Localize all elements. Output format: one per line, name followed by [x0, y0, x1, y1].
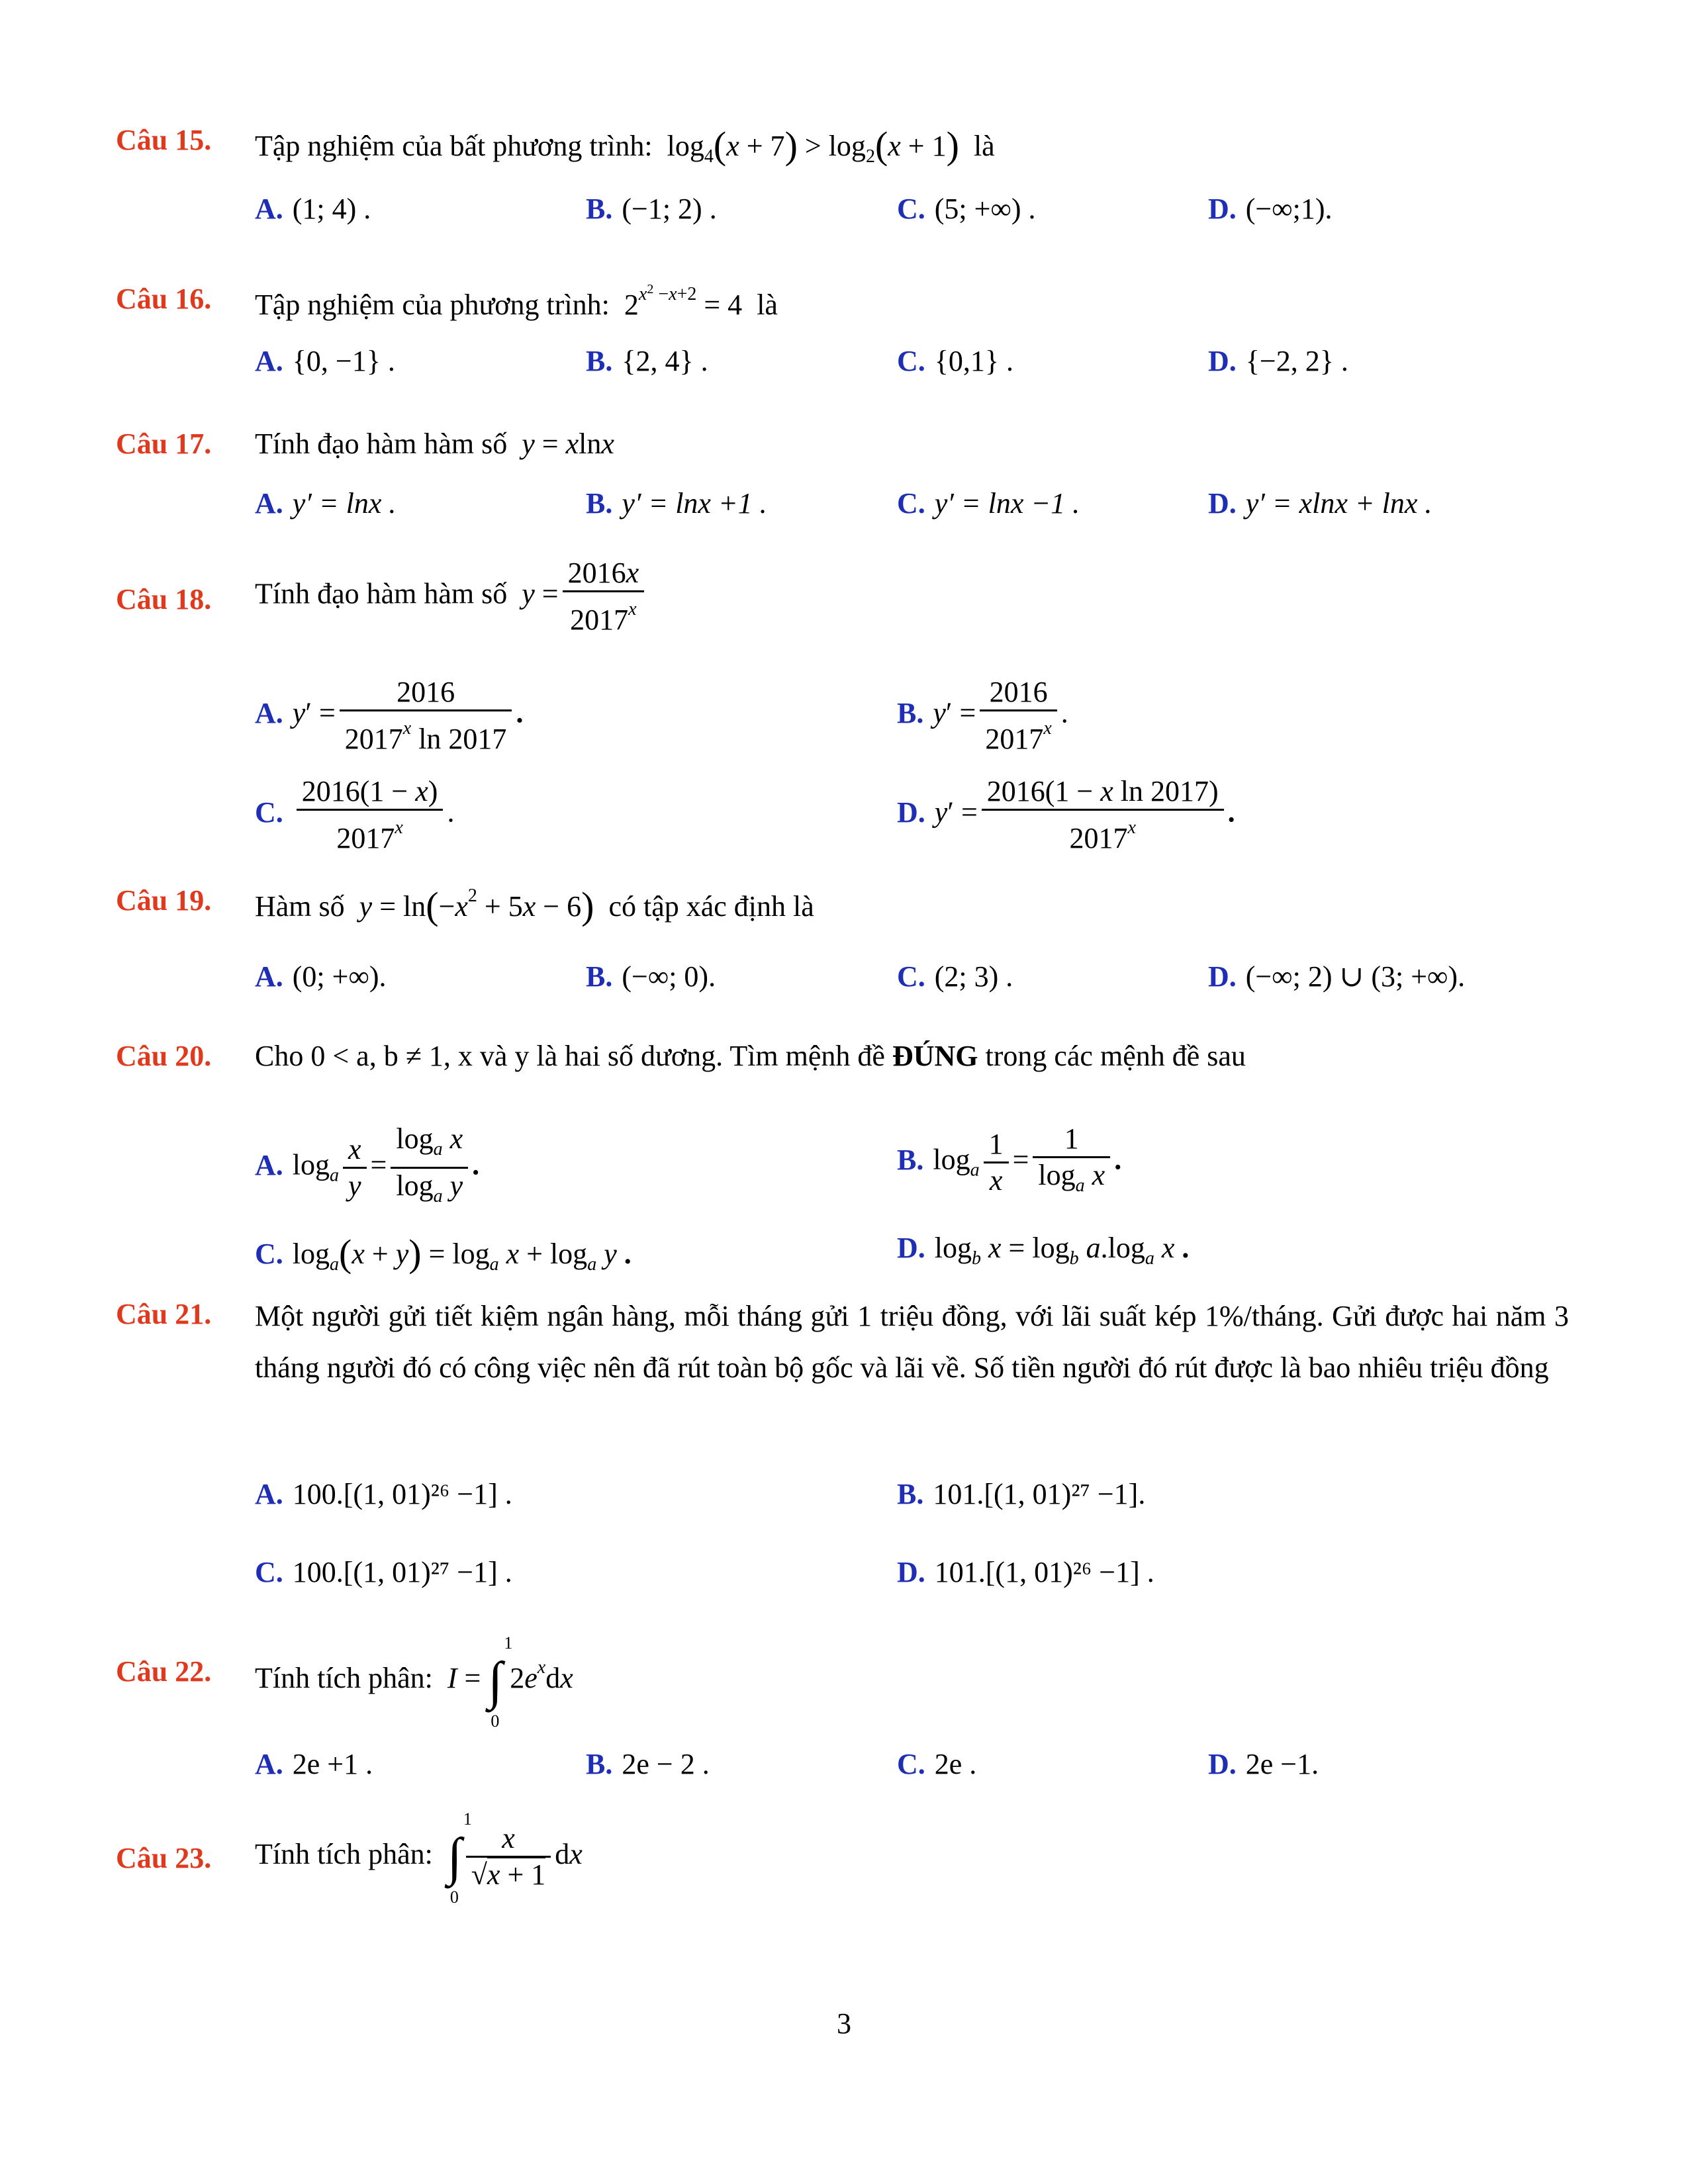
- q22-stem-text: Tính tích phân:: [255, 1662, 433, 1694]
- q16-option-c[interactable]: C. {0,1} .: [897, 345, 1014, 377]
- q17-stem: Tính đạo hàm hàm số y = xlnx: [255, 428, 614, 460]
- q16-option-d[interactable]: D. {−2, 2} .: [1208, 345, 1348, 377]
- q21-option-c[interactable]: C. 100.[(1, 01)²⁷ −1] .: [255, 1556, 512, 1588]
- q17-number: Câu 17.: [116, 428, 212, 460]
- q15-option-b[interactable]: B. (−1; 2) .: [586, 193, 717, 225]
- q20-stem-post: trong các mệnh đề sau: [985, 1040, 1246, 1072]
- q16-stem-tail: là: [757, 289, 778, 321]
- q15-number: Câu 15.: [116, 124, 212, 156]
- q16-stem-text: Tập nghiệm của phương trình:: [255, 289, 610, 321]
- q18-function-fraction: $\frac{2016x}{2017^x}$: [563, 556, 645, 637]
- q20-option-b[interactable]: B. $\log_a$ $\frac{1}{x}$ = $\frac{1}{\log_a x}$ .: [897, 1122, 1121, 1203]
- q22-option-d[interactable]: D. 2e −1.: [1208, 1748, 1319, 1780]
- q21-option-d[interactable]: D. 101.[(1, 01)²⁶ −1] .: [897, 1556, 1154, 1588]
- q16-option-b[interactable]: B. {2, 4} .: [586, 345, 708, 377]
- q22-option-a[interactable]: A. 2e +1 .: [255, 1748, 373, 1780]
- q17-stem-text: Tính đạo hàm hàm số: [255, 428, 508, 460]
- q21-option-b[interactable]: B. 101.[(1, 01)²⁷ −1].: [897, 1478, 1146, 1510]
- q21-option-a[interactable]: A. 100.[(1, 01)²⁶ −1] .: [255, 1478, 512, 1510]
- q15-option-c[interactable]: C. (5; +∞) .: [897, 193, 1036, 225]
- q19-number: Câu 19.: [116, 884, 212, 917]
- q18-option-d[interactable]: D. y′ = $\frac{\text{2016(1 − x ln 2017)}}{2017^x}$ .: [897, 775, 1235, 854]
- q22-option-c[interactable]: C. 2e .: [897, 1748, 977, 1780]
- q19-option-d[interactable]: D. (−∞; 2) ∪ (3; +∞).: [1208, 960, 1466, 993]
- q18-stem: Tính đạo hàm hàm số y = $\frac{2016x}{2017^x}$: [255, 556, 648, 637]
- q22-option-b[interactable]: B. 2e − 2 .: [586, 1748, 710, 1780]
- q15-stem: Tập nghiệm của bất phương trình: $\log_4(x + 7) > \log_2(x + 1)$ là: [255, 124, 995, 167]
- q15-option-d[interactable]: D. (−∞;1).: [1208, 193, 1333, 225]
- q22-integral-sign: ∫ 1 0: [488, 1633, 513, 1731]
- q18-number: Câu 18.: [116, 583, 212, 615]
- q20-option-a[interactable]: A. $\log_a$ $\frac{x}{y}$ = $\frac{\log_a x}{\log_a y}$ .: [255, 1122, 479, 1214]
- q21-number: Câu 21.: [116, 1298, 212, 1330]
- q23-stem-text: Tính tích phân:: [255, 1838, 433, 1870]
- q16-option-a[interactable]: A. {0, −1} .: [255, 345, 395, 377]
- q23-stem: Tính tích phân: ∫ 1 0 $\frac{x}{√x + 1}$ dx: [255, 1809, 583, 1907]
- q17-option-d[interactable]: D. y′ = xlnx + lnx .: [1208, 487, 1432, 520]
- q18-option-a[interactable]: A. y′ = $\frac{2016}{2017^x \ln 2017}$ .: [255, 676, 524, 755]
- q21-stem: Một người gửi tiết kiệm ngân hàng, mỗi tháng gửi 1 triệu đồng, với lãi suất kép 1%/tháng. Gửi được hai năm 3 tháng người đó có công việc nên đã rút toàn bộ gốc và lãi về. Số tiền người đó rút được là bao nhiêu triệu đồng: [255, 1300, 1569, 1384]
- q23-number: Câu 23.: [116, 1842, 212, 1874]
- q20-option-c[interactable]: C. $\log_a(x + y) = \log_a x + \log_a y$ .: [255, 1232, 632, 1275]
- q20-stem: [255, 1039, 1246, 1073]
- q15-option-a[interactable]: A. (1; 4) .: [255, 193, 371, 225]
- q16-number: Câu 16.: [116, 283, 212, 315]
- q20-stem-bold: ĐÚNG: [892, 1040, 978, 1072]
- q18-option-c[interactable]: C. $\frac{2016(1 - x)}{2017^x}$ .: [255, 775, 455, 854]
- q20-number: Câu 20.: [116, 1040, 212, 1072]
- q15-stem-tail: là: [973, 130, 995, 162]
- q23-integral-sign: ∫ 1 0: [447, 1809, 472, 1907]
- q22-stem: Tính tích phân: I = ∫ 1 0 $2e^xdx$: [255, 1633, 573, 1731]
- q19-option-b[interactable]: B. (−∞; 0).: [586, 960, 716, 993]
- q19-stem-pre: Hàm số: [255, 890, 345, 923]
- q16-stem: Tập nghiệm của phương trình: $2^{x^2 -x+2} = 4$ là: [255, 282, 778, 321]
- page-number: 3: [837, 2007, 851, 2040]
- q15-stem-text: Tập nghiệm của bất phương trình:: [255, 130, 653, 162]
- q19-option-c[interactable]: C. (2; 3) .: [897, 960, 1013, 993]
- q17-option-c[interactable]: C. y′ = lnx −1 .: [897, 487, 1080, 520]
- q17-option-a[interactable]: A. y′ = lnx .: [255, 487, 397, 520]
- q17-option-b[interactable]: B. y′ = lnx +1 .: [586, 487, 767, 520]
- q18-option-b[interactable]: B. y′ = $\frac{2016}{2017^x}$ .: [897, 676, 1068, 755]
- q20-option-d[interactable]: D. $\log_b x = \log_b a.\log_a$ x .: [897, 1232, 1190, 1269]
- q20-stem-pre: Cho 0 < a, b ≠ 1, x và y là hai số dương. Tìm mệnh đề: [255, 1040, 885, 1072]
- q19-option-a[interactable]: A. (0; +∞).: [255, 960, 387, 993]
- q19-stem: Hàm số $y = \ln(-x^2 + 5x - 6)$ có tập xác định là: [255, 884, 814, 927]
- q18-stem-text: Tính đạo hàm hàm số: [255, 577, 508, 610]
- q22-number: Câu 22.: [116, 1655, 212, 1688]
- q19-stem-post: có tập xác định là: [608, 890, 814, 923]
